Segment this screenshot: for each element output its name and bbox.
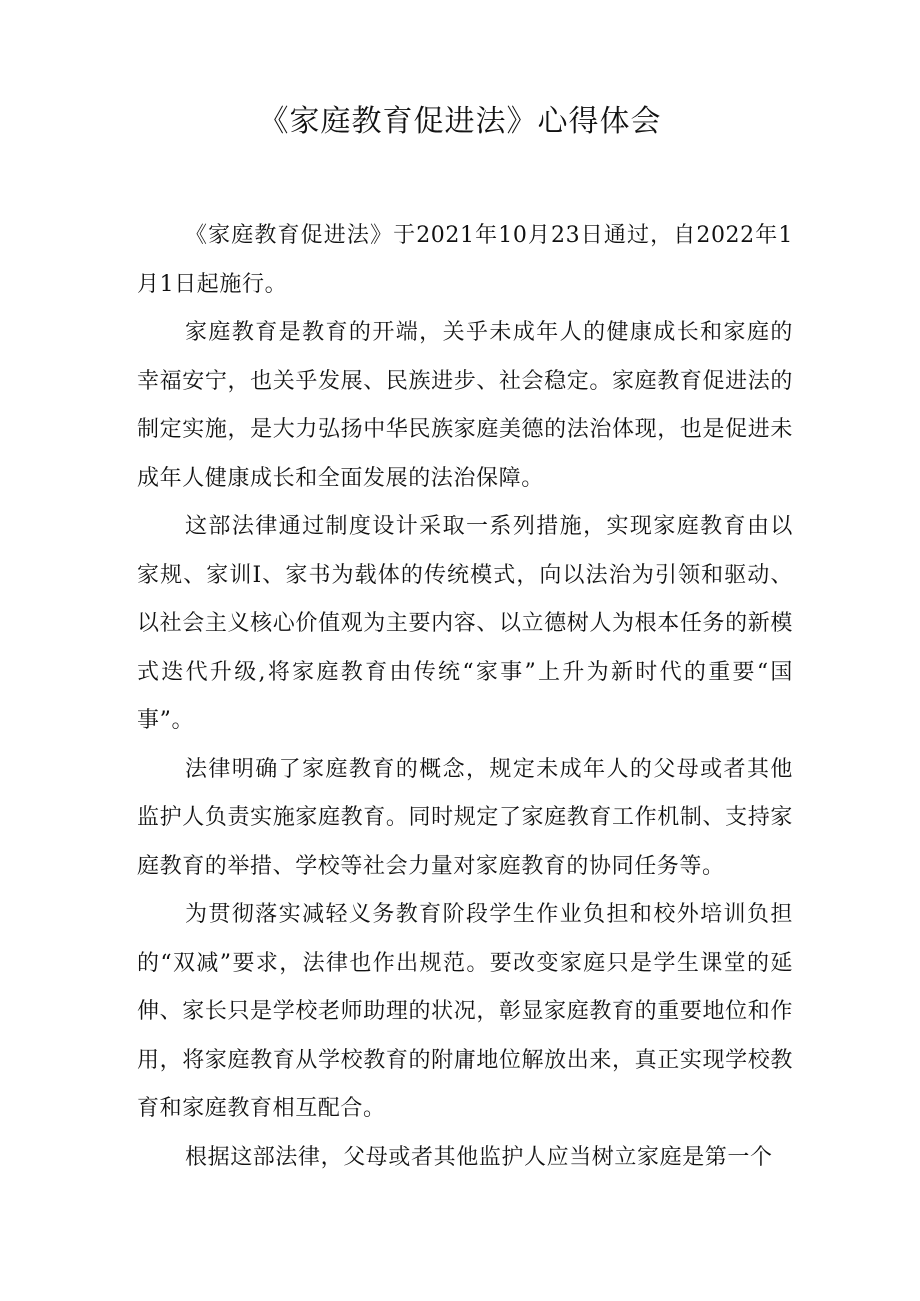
- paragraph-parent-duty: 根据这部法律，父母或者其他监护人应当树立家庭是第一个: [185, 1144, 773, 1170]
- paragraph-concept: 法律明确了家庭教育的概念，规定未成年人的父母或者其他监护人负责实施家庭教育。同时规定了家庭教育工作机制、支持家庭教育的举措、学校等社会力量对家庭教育的协同任务等。: [137, 756, 793, 879]
- document-title: 《家庭教育促进法》心得体会: [258, 104, 662, 139]
- paragraph-enactment: 《家庭教育促进法》于2021年10月23日通过，自2022年1月1日起施行。: [137, 223, 793, 297]
- paragraph-institutional-design: 这部法律通过制度设计采取一系列措施，实现家庭教育由以家规、家训I、家书为载体的传统模式，向以法治为引领和驱动、以社会主义核心价值观为主要内容、以立德树人为根本任务的新模式迭代升级,将家庭教育由传统“家事”上升为新时代的重要“国事”。: [137, 514, 793, 733]
- paragraph-double-reduction: 为贯彻落实减轻义务教育阶段学生作业负担和校外培训负担的“双减”要求，法律也作出规范。要改变家庭只是学生课堂的延伸、家长只是学校老师助理的状况，彰显家庭教育的重要地位和作用，将家庭教育从学校教育的附庸地位解放出来，真正实现学校教育和家庭教育相互配合。: [137, 902, 793, 1121]
- paragraph-significance: 家庭教育是教育的开端，关乎未成年人的健康成长和家庭的幸福安宁，也关乎发展、民族进步、社会稳定。家庭教育促进法的制定实施，是大力弘扬中华民族家庭美德的法治体现，也是促进未成年人健康成长和全面发展的法治保障。: [137, 320, 793, 491]
- document-body: [137, 212, 793, 1182]
